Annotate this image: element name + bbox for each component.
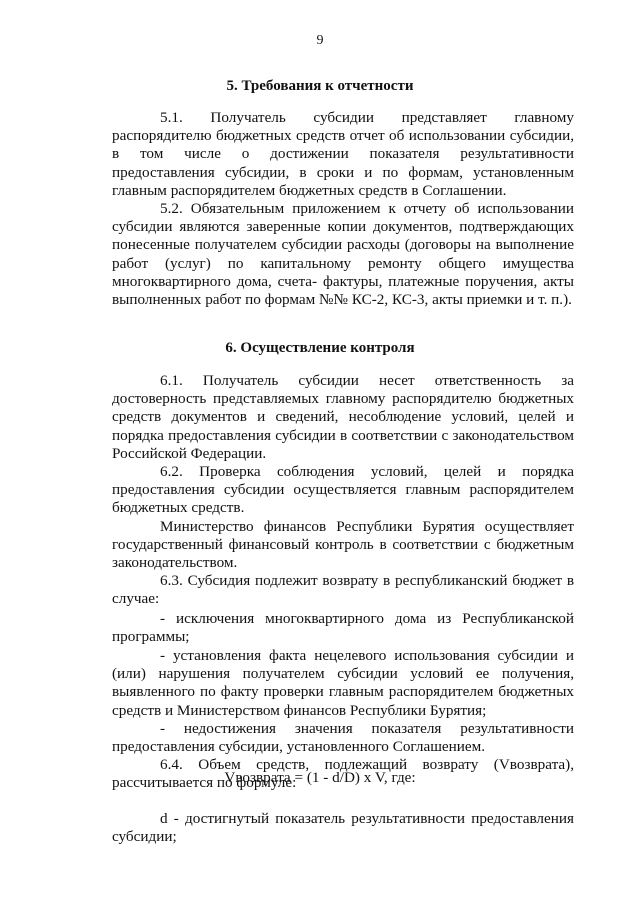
paragraph-6-4: 6.4. Объем средств, подлежащий возврату (Vвозврата), рассчитывается по формуле: — [112, 756, 574, 792]
paragraph-6-2-minfin: Министерство финансов Республики Бурятия осуществляет государственный финансовый контроль в соответствии с бюджетным законодательством. — [112, 517, 574, 572]
definition-d: d - достигнутый показатель результативности предоставления субсидии; — [112, 810, 574, 846]
list-item-indicator-failure: - недостижения значения показателя результативности предоставления субсидии, установленного Соглашением. — [112, 719, 574, 756]
paragraph-6-3: 6.3. Субсидия подлежит возврату в республиканский бюджет в случае: — [112, 572, 574, 608]
paragraph-6-1: 6.1. Получатель субсидии несет ответственность за достоверность представляемых главному распорядителю бюджетных средств документов и сведений, несоблюдение условий, целей и порядка предоставления субсидии в соответствии с законодательством Российской Федерации. — [112, 372, 574, 462]
page-number: 9 — [316, 33, 324, 48]
refund-formula: Vвозврата = (1 - d/D) x V, где: — [224, 769, 416, 786]
section-6-heading: 6. Осуществление контроля — [225, 340, 415, 356]
list-item-misuse: - установления факта нецелевого использования субсидии и (или) нарушения получателем субсидии условий ее получения, выявленного по факту проверки главным распорядителем бюджетных средств и Министерством финансов Республики Бурятия; — [112, 647, 574, 719]
section-5-heading: 5. Требования к отчетности — [226, 78, 414, 94]
definitions-block — [112, 810, 574, 846]
paragraph-6-2: 6.2. Проверка соблюдения условий, целей и порядка предоставления субсидии осуществляется главным распорядителем бюджетных средств. — [112, 463, 574, 517]
section-5-body — [112, 109, 574, 309]
list-item-program-exclusion: - исключения многоквартирного дома из Республиканской программы; — [112, 609, 574, 645]
section-6-body — [112, 372, 574, 793]
paragraph-5-1: 5.1. Получатель субсидии представляет главному распорядителю бюджетных средств отчет об использовании субсидии, в том числе о достижении показателя результативности предоставления субсидии, в сроки и по формам, установленным главным распорядителем бюджетных средств в Соглашении. — [112, 109, 574, 199]
paragraph-5-2: 5.2. Обязательным приложением к отчету об использовании субсидии являются заверенные копии документов, подтверждающих понесенные получателем субсидии расходы (договоры на выполнение работ (услуг) по капитальному ремонту общего имущества многоквартирного дома, счета- фактуры, платежные поручения, акты выполненных работ по формам №№ КС-2, КС-3, акты приемки и т. п.). — [112, 200, 574, 309]
